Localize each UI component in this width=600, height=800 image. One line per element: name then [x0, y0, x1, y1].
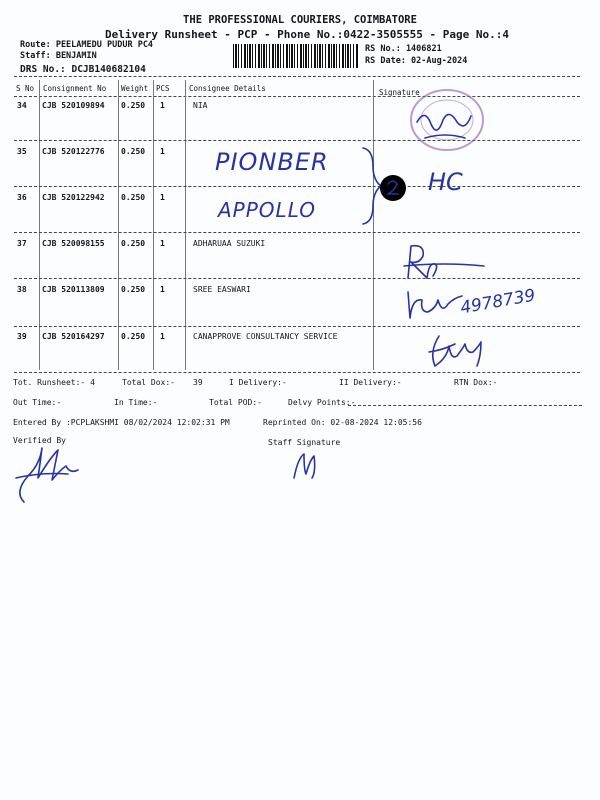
- col-consignee: Consignee Details: [189, 84, 266, 93]
- in-time: In Time:-: [114, 398, 158, 407]
- drs-number: DRS No.: DCJB140682104: [20, 64, 146, 75]
- i-delivery: I Delivery:-: [229, 378, 287, 387]
- row-sno: 37: [17, 239, 27, 248]
- total-dox-label: Total Dox:-: [122, 378, 175, 387]
- row-weight: 0.250: [121, 285, 146, 294]
- brace-icon: [355, 142, 415, 232]
- row-pcs: 1: [160, 285, 165, 294]
- row-consignment: CJB 520122942: [42, 193, 105, 202]
- handwritten-name-36: APPOLLO: [218, 198, 316, 222]
- row-consignee: CANAPPROVE CONSULTANCY SERVICE: [193, 332, 338, 341]
- signature-icon: [425, 328, 505, 373]
- col-pcs: PCS: [156, 84, 170, 93]
- row-sno: 38: [17, 285, 27, 294]
- signature-icon: [400, 238, 490, 283]
- row-weight: 0.250: [121, 332, 146, 341]
- row-consignee: ADHARUAA SUZUKI: [193, 239, 266, 248]
- row-weight: 0.250: [121, 239, 146, 248]
- row-pcs: 1: [160, 239, 165, 248]
- row-consignment: CJB 520113809: [42, 285, 105, 294]
- row-pcs: 1: [160, 101, 165, 110]
- rs-number: RS No.: 1406821: [365, 44, 442, 54]
- company-name: THE PROFESSIONAL COURIERS, COIMBATORE: [183, 14, 417, 26]
- row-sno: 34: [17, 101, 27, 110]
- total-dox-value: 39: [193, 378, 203, 387]
- handwritten-name-35: PIONBER: [215, 148, 329, 176]
- runsheet-title: Delivery Runsheet - PCP - Phone No.:0422-3505555 - Page No.:4: [105, 28, 509, 41]
- row-pcs: 1: [160, 332, 165, 341]
- stamp-icon: [405, 82, 495, 152]
- delvy-points: Delvy Points:-: [288, 398, 356, 407]
- row-weight: 0.250: [121, 101, 146, 110]
- barcode-icon: [233, 44, 359, 68]
- row-consignment: CJB 520109894: [42, 101, 105, 110]
- signature-icon: [10, 438, 90, 508]
- rs-date: RS Date: 02-Aug-2024: [365, 56, 468, 66]
- row-weight: 0.250: [121, 193, 146, 202]
- row-pcs: 1: [160, 193, 165, 202]
- row-consignee: NIA: [193, 101, 208, 110]
- route: Route: PEELAMEDU PUDUR PC4: [20, 40, 154, 50]
- col-consignment: Consignment No: [43, 84, 107, 93]
- signature-icon: [288, 448, 328, 484]
- col-weight: Weight: [121, 84, 149, 93]
- row-consignment: CJB 520122776: [42, 147, 105, 156]
- row-consignment: CJB 520164297: [42, 332, 105, 341]
- row-weight: 0.250: [121, 147, 146, 156]
- col-signature: Signature: [379, 88, 420, 97]
- staff-signature: Staff Signature: [268, 438, 341, 447]
- reprinted-on: Reprinted On: 02-08-2024 12:05:56: [263, 418, 422, 427]
- entered-by: Entered By :PCPLAKSHMI 08/02/2024 12:02:31 PM: [13, 418, 230, 427]
- handwritten-mark-hc: HC: [428, 168, 463, 196]
- row-sno: 36: [17, 193, 27, 202]
- staff: Staff: BENJAMIN: [20, 51, 97, 61]
- total-pod: Total POD:-: [209, 398, 262, 407]
- verified-by: Verified By: [13, 436, 66, 445]
- rtn-dox: RTN Dox:-: [454, 378, 498, 387]
- row-sno: 35: [17, 147, 27, 156]
- handwritten-phone: 4978739: [458, 285, 537, 319]
- row-pcs: 1: [160, 147, 165, 156]
- col-sno: S No: [16, 84, 35, 93]
- out-time: Out Time:-: [13, 398, 62, 407]
- row-consignment: CJB 520098155: [42, 239, 105, 248]
- row-sno: 39: [17, 332, 27, 341]
- tot-runsheet: Tot. Runsheet:- 4: [13, 378, 95, 387]
- ii-delivery: II Delivery:-: [339, 378, 402, 387]
- row-consignee: SREE EASWARI: [193, 285, 251, 294]
